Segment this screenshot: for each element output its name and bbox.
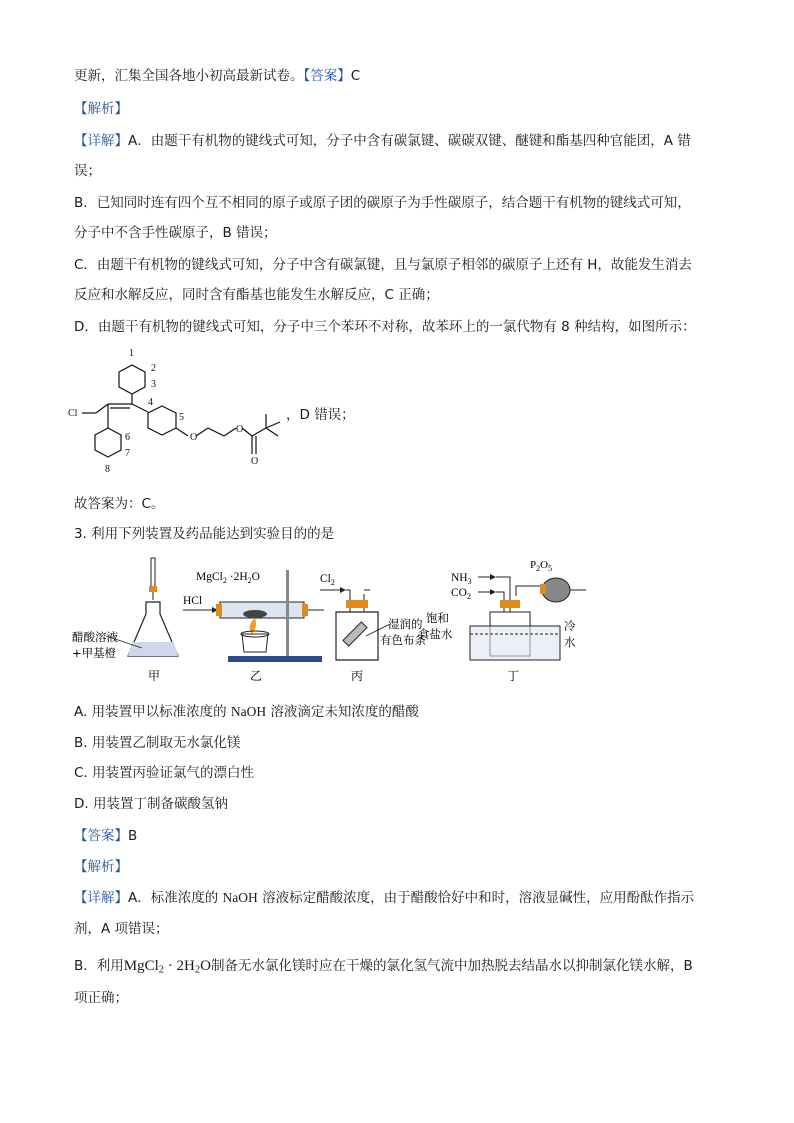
position-2: 2 bbox=[151, 363, 156, 374]
detail-b-post: 制备无水氯化镁时应在干燥的氯化氢气流中加热脱去结晶水以抑制氯化镁水解，B bbox=[210, 958, 693, 974]
position-3: 3 bbox=[151, 379, 156, 390]
option-a bbox=[74, 702, 419, 722]
bing-caption: 丙 bbox=[351, 669, 364, 683]
intro-text: 更新，汇集全国各地小初高最新试卷。 bbox=[74, 68, 304, 84]
mgcl2-formula: MgCl$_2$ · $2H_2O$ bbox=[123, 958, 211, 976]
bing-label-cloth: 有色布条 bbox=[380, 633, 426, 647]
text-line: 误； bbox=[74, 163, 101, 179]
chlorine-label: Cl bbox=[68, 408, 78, 419]
jia-label-solution: 醋酸溶液 bbox=[72, 630, 118, 644]
yi-caption: 乙 bbox=[250, 669, 263, 683]
detail-text: A．由题干有机物的键线式可知，分子中含有碳氯键、碳碳双键、醚键和酯基四种官能团，A 错 bbox=[128, 133, 691, 149]
ding-label-saturated: 饱和 bbox=[426, 611, 449, 625]
analysis-tag: 【解析】 bbox=[74, 859, 128, 875]
d-wrong-text: ，D 错误； bbox=[286, 407, 355, 423]
ding-p2o5: $P_2O_5$ bbox=[530, 559, 553, 573]
ding-label-brine: 食盐水 bbox=[418, 627, 453, 641]
text-line: B．已知同时连有四个互不相同的原子或原子团的碳原子为手性碳原子，结合题干有机物的键线式可知， bbox=[74, 195, 691, 211]
analysis-tag: 【解析】 bbox=[74, 101, 128, 117]
option-c: C. 用装置丙验证氯气的漂白性 bbox=[74, 765, 255, 781]
bing-label-moist: 湿润的 bbox=[388, 617, 423, 631]
position-1: 1 bbox=[129, 348, 134, 359]
position-7: 7 bbox=[125, 448, 130, 459]
detail-tag: 【详解】 bbox=[74, 890, 128, 906]
ding-caption: 丁 bbox=[507, 669, 520, 683]
ding-co2: $CO_2$ bbox=[451, 587, 471, 601]
option-a-pre: A. 用装置甲以标准浓度的 bbox=[74, 704, 231, 720]
jia-caption: 甲 bbox=[148, 669, 161, 683]
text-line: 项正确； bbox=[74, 990, 128, 1006]
ether-oxygen: O bbox=[190, 432, 198, 443]
answer-tag: 【答案】 bbox=[303, 68, 351, 84]
detail-line bbox=[74, 131, 691, 151]
option-a-post: 溶液滴定未知浓度的醋酸 bbox=[266, 704, 419, 720]
position-6: 6 bbox=[125, 432, 130, 443]
conclusion: 故答案为：C。 bbox=[74, 496, 165, 512]
ding-nh3: $NH_3$ bbox=[451, 572, 472, 586]
text-line: D．由题干有机物的键线式可知，分子中三个苯环不对称，故苯环上的一氯代物有 8 种结构，如图所示： bbox=[74, 319, 696, 335]
answer-value: C bbox=[350, 68, 361, 84]
apparatus-figure bbox=[70, 556, 610, 688]
apparatus-bing bbox=[320, 573, 426, 683]
detail-post: 溶液标定醋酸浓度，由于醋酸恰好中和时，溶液显碱性，应用酚酞作指示 bbox=[257, 890, 695, 906]
text-line: C．由题干有机物的键线式可知，分子中含有碳氯键，且与氯原子相邻的碳原子上还有 H，故能发生消去 bbox=[74, 257, 692, 273]
carbonyl-oxygen: O bbox=[251, 456, 259, 467]
option-d: D. 用装置丁制备碳酸氢钠 bbox=[74, 796, 228, 812]
position-4: 4 bbox=[148, 397, 153, 408]
detail-naoh: NaOH bbox=[222, 890, 258, 905]
text-line bbox=[74, 66, 360, 86]
jia-label-indicator: +甲基橙 bbox=[72, 646, 117, 660]
position-8: 8 bbox=[105, 464, 110, 475]
apparatus-yi bbox=[183, 570, 324, 683]
detail-pre: A．标准浓度的 bbox=[128, 890, 223, 906]
ding-label-cold: 冷 bbox=[564, 619, 576, 633]
detail-line bbox=[74, 888, 694, 908]
answer-line bbox=[74, 826, 137, 846]
detail-b-line bbox=[74, 956, 693, 981]
yi-gas-label: HCl bbox=[183, 595, 203, 607]
text-line: 剂，A 项错误； bbox=[74, 921, 169, 937]
answer-value: B bbox=[128, 828, 138, 844]
option-b: B. 用装置乙制取无水氯化镁 bbox=[74, 735, 241, 751]
detail-b-pre: B．利用 bbox=[74, 958, 124, 974]
apparatus-ding bbox=[418, 559, 586, 683]
option-a-naoh: NaOH bbox=[230, 704, 267, 719]
detail-tag: 【详解】 bbox=[74, 133, 128, 149]
bing-gas: $Cl_2$ bbox=[320, 573, 335, 587]
position-5: 5 bbox=[179, 412, 184, 423]
ester-oxygen: O bbox=[236, 424, 244, 435]
question-3: 3. 利用下列装置及药品能达到实验目的的是 bbox=[74, 526, 335, 542]
answer-tag: 【答案】 bbox=[74, 828, 128, 844]
text-line: 反应和水解反应，同时含有酯基也能发生水解反应，C 正确； bbox=[74, 287, 439, 303]
yi-reagent: MgCl$_2$ $\cdot 2H_2O$ bbox=[196, 571, 260, 585]
apparatus-jia bbox=[72, 558, 178, 683]
ding-label-water: 水 bbox=[564, 635, 576, 649]
text-line: 分子中不含手性碳原子，B 错误； bbox=[74, 225, 277, 241]
